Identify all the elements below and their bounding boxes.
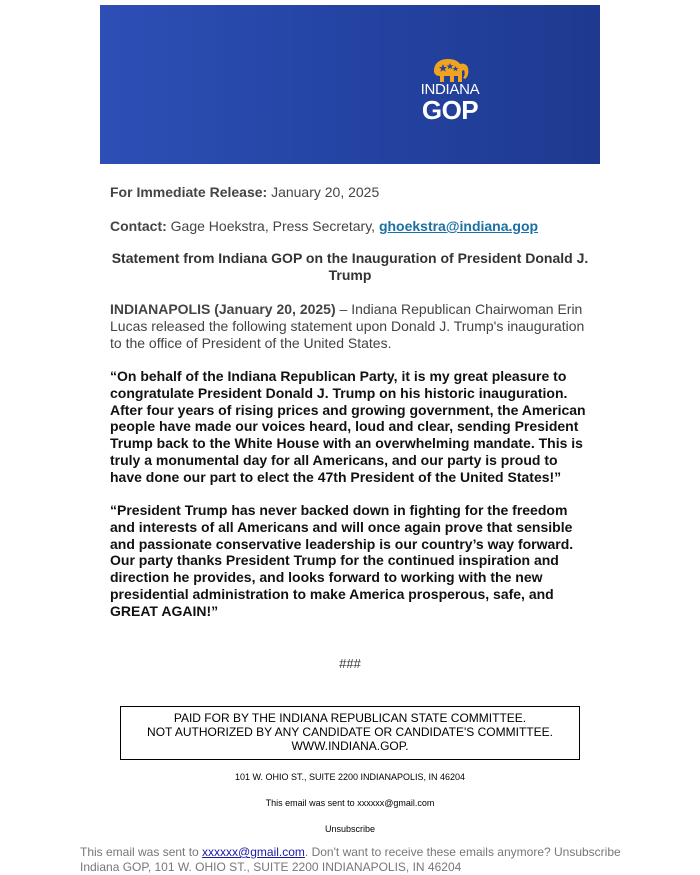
footer-unsubscribe-link[interactable]: Unsubscribe <box>324 824 376 834</box>
contact-label: Contact: <box>110 218 167 234</box>
footer-sent-to: This email was sent to xxxxxx@gmail.com <box>265 798 435 808</box>
footer-address: 101 W. OHIO ST., SUITE 2200 INDIANAPOLIS, IN 46204 <box>234 772 466 782</box>
immediate-release-label: For Immediate Release: <box>110 184 268 200</box>
header-banner <box>100 5 600 164</box>
release-date: January 20, 2025 <box>271 184 380 200</box>
footer-unsubscribe-text[interactable]: . Don't want to receive these emails anymore? Unsubscribe <box>304 845 621 859</box>
indiana-gop-logo[interactable] <box>418 55 482 125</box>
intro-text: – Indiana Republican Chairwoman Erin Lucas released the following statement upon Donald J. Trump's inauguration to the office of President of the United States. <box>110 301 585 351</box>
email-footer-line-1 <box>80 845 680 860</box>
quote-paragraph-1: “On behalf of the Indiana Republican Party, it is my great pleasure to congratulate President Donald J. Trump on his historic inauguration. After four years of rising prices and growing government, the American people have made our voices heard, loud and clear, sending President Trump back to the White House with an overwhelming mandate. This is truly a monumental day for all Americans, and our party is proud to have done our part to elect the 47th President of the United States!” <box>110 368 586 485</box>
disclaimer-line-1: PAID FOR BY THE INDIANA REPUBLICAN STATE COMMITTEE. <box>173 711 527 725</box>
release-line <box>110 184 590 201</box>
logo-text-gop: GOP <box>421 95 479 125</box>
end-mark: ### <box>339 656 361 671</box>
intro-paragraph <box>110 301 590 351</box>
logo-text-indiana: INDIANA <box>420 81 480 98</box>
footer-email-link[interactable]: xxxxxx@gmail.com <box>202 845 305 859</box>
contact-email-link[interactable]: ghoekstra@indiana.gop <box>378 218 539 234</box>
contact-line <box>110 218 590 235</box>
contact-name: Gage Hoekstra, Press Secretary, <box>170 218 376 234</box>
footer-sent-prefix: This email was sent to <box>80 845 203 859</box>
disclaimer-line-3: WWW.INDIANA.GOP. <box>291 739 409 753</box>
email-footer-address: Indiana GOP, 101 W. OHIO ST., SUITE 2200 INDIANAPOLIS, IN 46204 <box>80 860 462 874</box>
disclaimer-line-2: NOT AUTHORIZED BY ANY CANDIDATE OR CANDIDATE'S COMMITTEE. <box>147 725 553 739</box>
statement-title: Statement from Indiana GOP on the Inauguration of President Donald J. Trump <box>111 250 589 283</box>
quote-paragraph-2: “President Trump has never backed down in fighting for the freedom and interests of all Americans and will once again prove that sensible and passionate conservative leadership is our country’s way forward. Our party thanks President Trump for the continued inspiration and direction he provides, and looks forward to working with the new presidential administration to make America prosperous, safe, and GREAT AGAIN!” <box>110 502 574 619</box>
disclaimer-box <box>120 706 580 760</box>
dateline: INDIANAPOLIS (January 20, 2025) <box>110 301 336 317</box>
